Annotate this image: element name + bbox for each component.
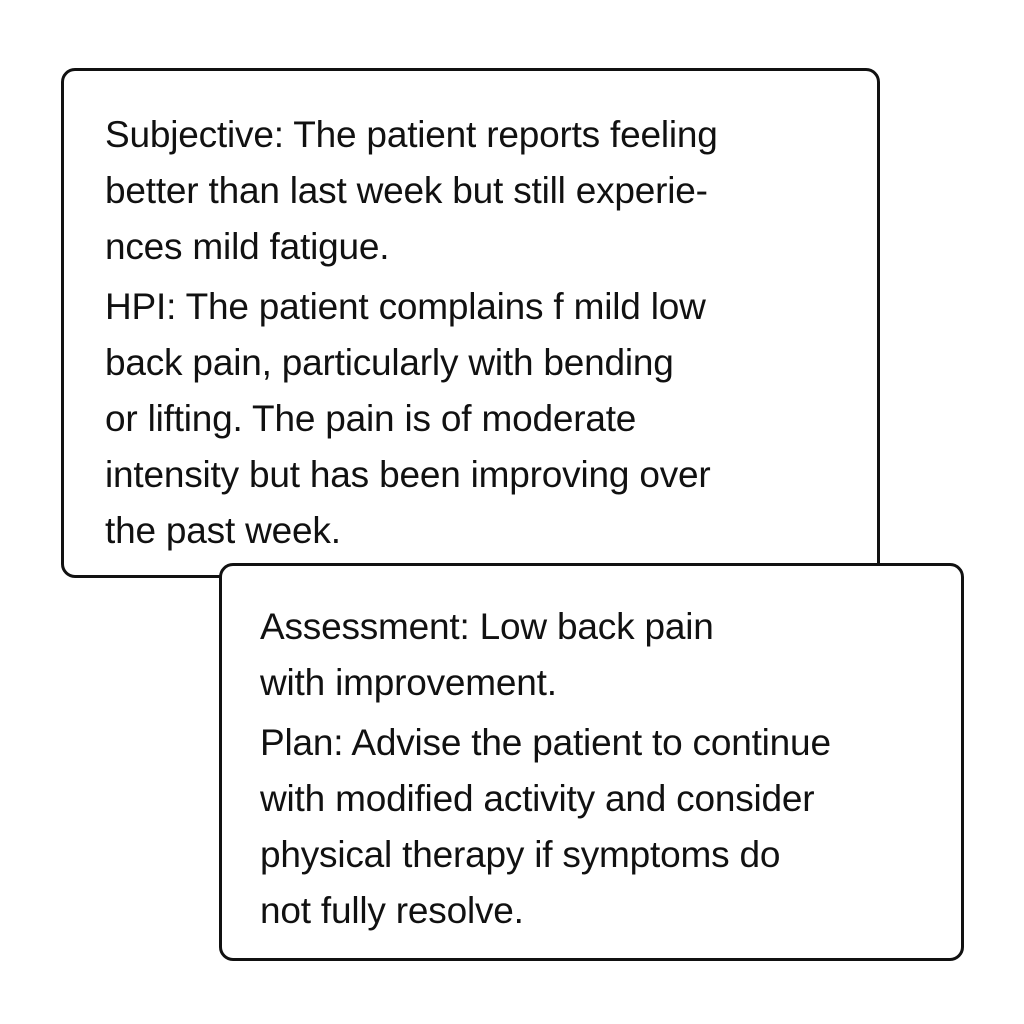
subjective-line-1: Subjective: The patient reports feeling [105, 114, 718, 155]
plan-line-1: Plan: Advise the patient to continue [260, 722, 831, 763]
hpi-line-4: intensity but has been improving over [105, 454, 711, 495]
subjective-line-3: nces mild fatigue. [105, 226, 390, 267]
hpi-line-3: or lifting. The pain is of moderate [105, 398, 637, 439]
subjective-hpi-card [61, 68, 880, 578]
plan-line-2: with modified activity and consider [260, 778, 815, 819]
assessment-plan-text [260, 599, 831, 939]
plan-line-3: physical therapy if symptoms do [260, 834, 781, 875]
subjective-hpi-text [105, 107, 718, 559]
subjective-line-2: better than last week but still experie- [105, 170, 708, 211]
hpi-line-5: the past week. [105, 510, 341, 551]
assessment-line-1: Assessment: Low back pain [260, 606, 714, 647]
hpi-line-2: back pain, particularly with bending [105, 342, 674, 383]
plan-line-4: not fully resolve. [260, 890, 524, 931]
hpi-line-1: HPI: The patient complains f mild low [105, 286, 706, 327]
assessment-plan-card [219, 563, 964, 961]
assessment-line-2: with improvement. [260, 662, 557, 703]
